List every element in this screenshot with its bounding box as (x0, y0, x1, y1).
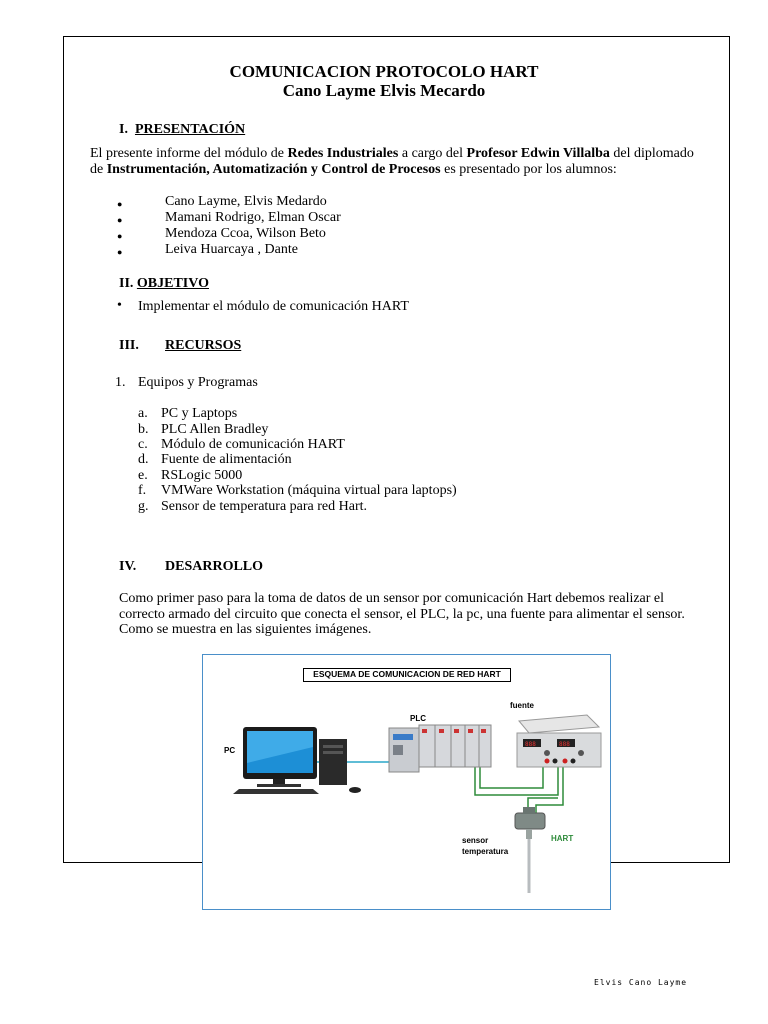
footer-author: Elvis Cano Layme (594, 978, 688, 987)
list-number: 1. (115, 375, 126, 390)
list-letter: c. (138, 437, 148, 452)
list-letter: f. (138, 483, 147, 498)
fuente-label: fuente (510, 701, 534, 710)
plc-sensor-wire (480, 765, 543, 788)
power-supply-icon (517, 715, 601, 767)
section-number: III. (119, 338, 139, 353)
section-title: PRESENTACIÓN (134, 122, 246, 137)
temperature-sensor-icon (515, 807, 545, 893)
section-presentacion-heading (119, 122, 245, 138)
section-objetivo-heading (119, 276, 209, 292)
bullet-icon: ● (117, 247, 123, 257)
section-title: OBJETIVO (136, 276, 209, 291)
hart-network-diagram (202, 654, 611, 910)
student-item: Mendoza Ccoa, Wilson Beto (165, 226, 326, 241)
recursos-subheading: Equipos y Programas (138, 375, 258, 390)
list-letter: e. (138, 468, 148, 483)
objetivo-item: Implementar el módulo de comunicación HART (138, 299, 409, 314)
bold-text: Instrumentación, Automatización y Control de Procesos (106, 162, 441, 177)
temperatura-label: temperatura (462, 847, 509, 856)
plc-label: PLC (410, 714, 426, 723)
plc-icon (389, 725, 491, 772)
recurso-item: VMWare Workstation (máquina virtual para laptops) (161, 483, 457, 498)
student-item: Mamani Rodrigo, Elman Oscar (165, 210, 341, 225)
desarrollo-line: Como se muestra en las siguientes imágenes. (119, 622, 372, 637)
recurso-item: Sensor de temperatura para red Hart. (161, 499, 368, 514)
list-letter: a. (138, 406, 148, 421)
presentacion-paragraph-line2 (90, 162, 617, 178)
sensor-wire-b (536, 765, 563, 815)
text: El presente informe del módulo de (90, 146, 288, 161)
document-subtitle: Cano Layme Elvis Mecardo (282, 81, 486, 100)
pc-icon (233, 727, 361, 794)
bullet-icon: ● (117, 199, 123, 209)
text: es presentado por los alumnos: (440, 162, 617, 177)
desarrollo-line: Como primer paso para la toma de datos de un sensor por comunicación Hart debemos realizar el (119, 591, 665, 606)
section-number: I. (119, 122, 128, 137)
hart-label: HART (551, 834, 574, 843)
desarrollo-line: correcto armado del circuito que conecta el sensor, el PLC, la pc, una fuente para alimentar el sensor. (119, 607, 685, 622)
list-letter: d. (138, 452, 149, 467)
section-number: II. (119, 276, 134, 291)
pc-label: PC (224, 746, 236, 755)
svg-text:888: 888 (559, 741, 570, 748)
recurso-item: Fuente de alimentación (161, 452, 292, 467)
diagram-drawing (203, 655, 611, 910)
bullet-icon: ● (117, 231, 123, 241)
bold-text: Redes Industriales (287, 146, 399, 161)
section-recursos-heading: RECURSOS (165, 338, 242, 353)
plc-fuente-wire (475, 765, 558, 795)
recurso-item: PLC Allen Bradley (161, 422, 269, 437)
section-number: IV. (119, 559, 137, 574)
list-letter: g. (138, 499, 149, 514)
text: de (90, 162, 107, 177)
bullet-icon: ● (117, 215, 123, 225)
student-item: Cano Layme, Elvis Medardo (165, 194, 327, 209)
recurso-item: RSLogic 5000 (161, 468, 243, 483)
student-item: Leiva Huarcaya , Dante (165, 242, 298, 257)
list-letter: b. (138, 422, 149, 437)
recurso-item: PC y Laptops (161, 406, 238, 421)
diagram-title: ESQUEMA DE COMUNICACION DE RED HART (303, 668, 511, 682)
bold-text: Profesor Edwin Villalba (466, 146, 610, 161)
sensor-label: sensor (462, 836, 489, 845)
svg-text:888: 888 (525, 741, 536, 748)
text: del diplomado (609, 146, 694, 161)
presentacion-paragraph-line1 (90, 146, 694, 162)
document-title: COMUNICACION PROTOCOLO HART (229, 62, 539, 81)
bullet-icon: • (117, 298, 122, 313)
section-desarrollo-heading: DESARROLLO (165, 559, 264, 574)
recurso-item: Módulo de comunicación HART (161, 437, 345, 452)
text: a cargo del (398, 146, 467, 161)
